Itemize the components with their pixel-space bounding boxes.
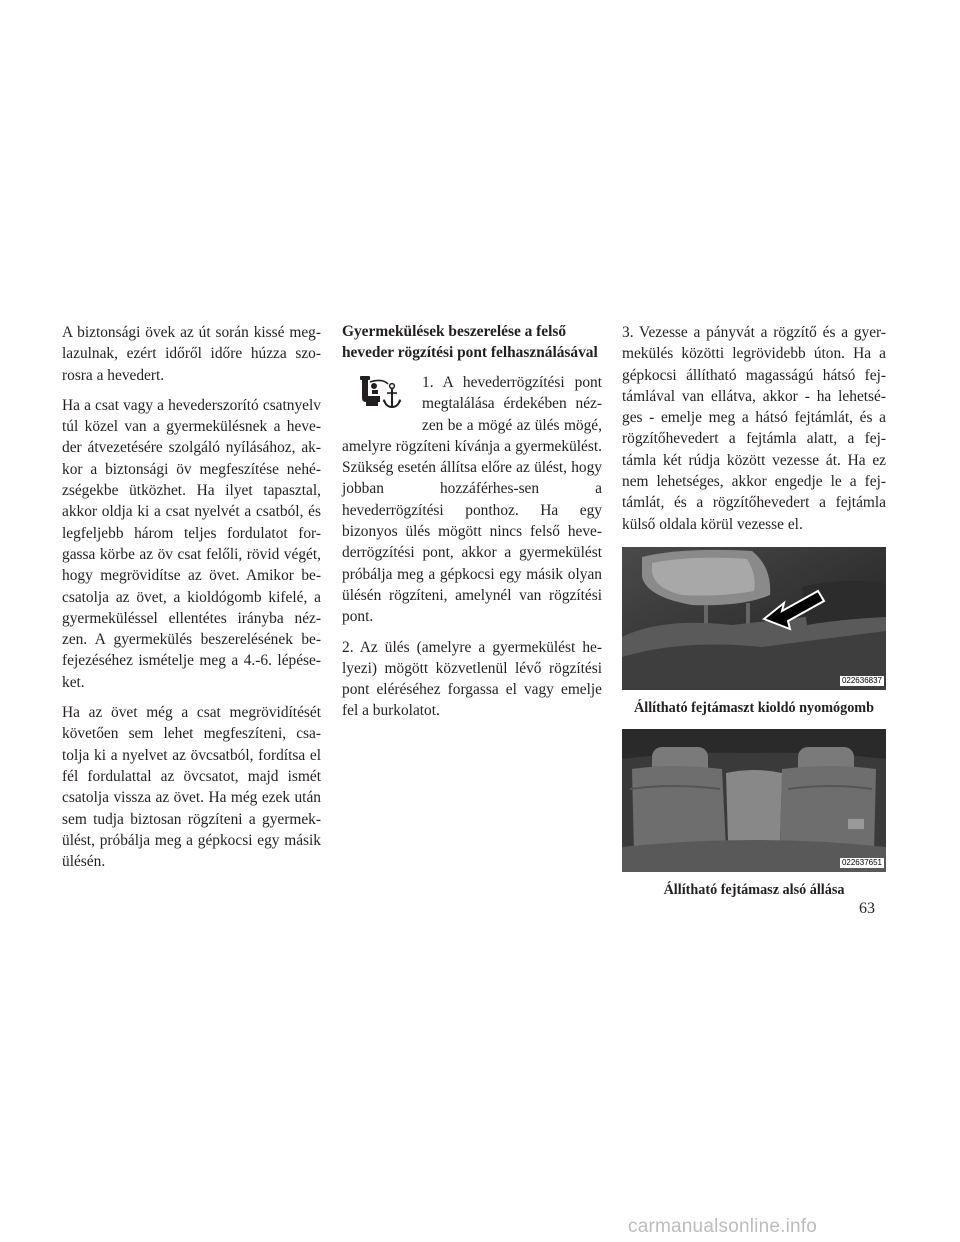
- page-number: 63: [859, 900, 875, 917]
- photo-reference-code: 022636837: [841, 675, 882, 685]
- paragraph-buckle-too-close: Ha a csat vagy a hevederszorító csatnyelv túl közel van a gyermekülésnek a heve-der átvezetésére szolgáló nyílásához, ak-kor a biztonsági öv megfeszítése nehé-zségekbe ütközhet. Ha ilyet tapasztal, akkor oldja ki a csat nyelvét a csatból, és legfeljebb három teljes fordulatot for-gassa körbe az öv csat felőli, rövid végét, hogy megrövidítse az övet. Amikor be-csatolja az övet, a kioldógomb kifelé, a gyermeküléssel ellentétes irányba néz-zen. A gyermekülés beszerelésének be-fejezéséhez ismételje meg a 4.-6. lépése-ket.: [62, 396, 321, 691]
- step-2-text: 2. Az ülés (amelyre a gyermekülést he-lyezi) mögött közvetlenül lévő rögzítési pont eléréséhez forgassa el vagy emelje fel a burkolatot.: [342, 638, 602, 720]
- section-heading: Gyermekülések beszerelése a felső heveder rögzítési pont felhasználásával: [342, 323, 598, 361]
- child-seat-tether-anchor-icon: [342, 372, 422, 432]
- text-column-right: [622, 322, 886, 899]
- step-3-text: 3. Vezesse a pányvát a rögzítő és a gyer-mekülés közötti legrövidebb úton. Ha a gépkocsi állítható magasságú hátsó fej-támlával van ellátva, akkor - ha lehetsé-ges - emelje meg a hátsó fejtámlát, és a rögzítőhevedert a fejtámla alatt, a fej-támla két rúdja között vezesse át. Ha ez nem lehetséges, akkor engedje le a fej-támlát, és a rögzítőhevedert a fejtámla külső oldala körül vezesse el.: [622, 324, 886, 533]
- photo-reference-code: 022637651: [841, 857, 882, 867]
- paragraph-belt-loosening: A biztonsági övek az út során kissé meg-lazulnak, ezért időről időre húzza szo-rosra a hevedert.: [62, 324, 321, 384]
- step-1-text: 1. A hevederrögzítési pont megtalálása érdekében néz-zen be a mögé az ülés mögé, amelyre rögzíteni kívánja a gyermekülést. Szükség esetén állítsa előre az ülést, hogy jobban hozzáférhes-sen a hevederrögzítési ponthoz. Ha egy bizonyos ülés mögött nincs felső heve-derrögzítési pont, akkor a gyermekülést próbálja meg a gépkocsi egy másik olyan ülésén rögzíteni, amelynél van rögzítési pont.: [342, 374, 602, 626]
- photo-caption: Állítható fejtámaszt kioldó nyomógomb: [634, 699, 874, 716]
- watermark: carmanualsonline.info: [628, 1216, 818, 1237]
- headrest-lower-position-photo: [622, 729, 886, 872]
- text-column-left: [62, 322, 321, 881]
- photo-caption: Állítható fejtámasz alsó állása: [663, 881, 845, 898]
- headrest-release-button-photo: [622, 547, 886, 690]
- paragraph-belt-cannot-tighten: Ha az övet még a csat megrövidítését követően sem lehet megfeszíteni, csa-tolja ki a nyelvet az övcsatból, fordítsa el fél fordulattal az övcsatot, majd ismét csatolja vissza az övet. Ha még ezek után sem tudja biztosan rögzíteni a gyermek-ülést, próbálja meg a gépkocsi egy másik ülésén.: [62, 704, 321, 871]
- text-column-middle: [342, 322, 602, 731]
